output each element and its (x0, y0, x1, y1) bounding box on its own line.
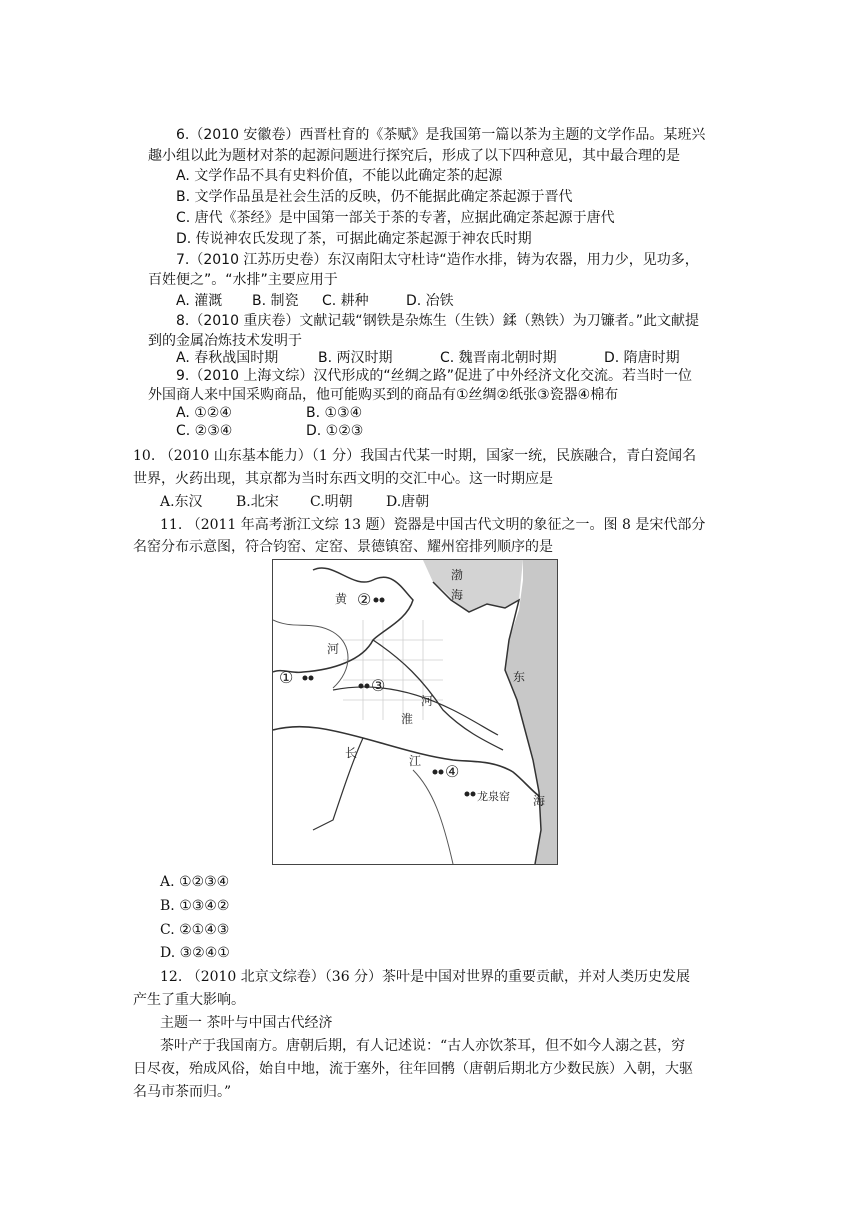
map-label-chang: 长 (345, 746, 358, 760)
q9-option-a: A. ①②④ (176, 405, 232, 421)
q11-option-d: D. ③②④① (160, 945, 230, 961)
map-label-hai-right: 海 (533, 794, 546, 808)
q6-option-b: B. 文学作品虽是社会生活的反映，仍不能据此确定茶起源于晋代 (176, 189, 573, 205)
q7-option-a: A. 灌溉 (176, 293, 223, 309)
song-kilns-map (272, 559, 558, 865)
map-label-huai: 淮 (401, 712, 414, 726)
q10-stem-line1: 10. （2010 山东基本能力）（1 分）我国古代某一时期，国家一统，民族融合，青白瓷闻名 (133, 448, 697, 464)
q8-option-c: C. 魏晋南北朝时期 (440, 350, 557, 366)
q11-stem-line1: 11. （2011 年高考浙江文综 13 题）瓷器是中国古代文明的象征之一。图 8 是宋代部分 (160, 517, 706, 533)
q7-stem-line2: 百姓便之”。“水排”主要应用于 (148, 272, 338, 288)
q9-option-b: B. ①③④ (306, 405, 363, 421)
q8-stem-line1: 8.（2010 重庆卷）文献记载“钢铁是杂炼生（生铁）鍒（熟铁）为刀镰者。”此文献提 (176, 313, 699, 329)
q12-stem-line2: 产生了重大影响。 (133, 992, 245, 1008)
q8-option-a: A. 春秋战国时期 (176, 350, 279, 366)
q10-stem-line2: 世界，火药出现，其京都为当时东西文明的交汇中心。这一时期应是 (133, 471, 553, 487)
q9-stem-line1: 9.（2010 上海文综）汉代形成的“丝绸之路”促进了中外经济文化交流。若当时一位 (176, 368, 692, 384)
kiln-marker-2: ② (357, 590, 372, 609)
q7-stem-line1: 7.（2010 江苏历史卷）东汉南阳太守杜诗“造作水排，铸为农器，用力少，见功多， (176, 252, 699, 268)
q12-passage-line3: 名马市茶而归。” (133, 1084, 232, 1100)
map-label-he-yellow: 河 (327, 642, 340, 656)
map-label-jiang: 江 (409, 754, 422, 768)
q10-option-b: B.北宋 (236, 494, 279, 510)
q11-option-b: B. ①③④② (160, 898, 230, 914)
map-label-bo: 渤 (451, 568, 464, 582)
kiln-marker-3: ③ (371, 676, 386, 695)
map-label-dong: 东 (513, 670, 526, 684)
q8-stem-line2: 到的金属冶炼技术发明于 (148, 333, 302, 349)
map-label-longquan: 龙泉窑 (477, 790, 510, 803)
q12-passage-line2: 日尽夜，殆成风俗，始自中地，流于塞外，往年回鹘（唐朝后期北方少数民族）入朝，大驱 (133, 1061, 693, 1077)
q10-option-d: D.唐朝 (386, 494, 430, 510)
kiln-marker-1: ① (279, 668, 294, 687)
q6-option-d: D. 传说神农氏发现了茶，可据此确定茶起源于神农氏时期 (176, 231, 532, 247)
q7-option-b: B. 制瓷 (252, 293, 299, 309)
q9-option-d: D. ①②③ (306, 423, 364, 439)
map-label-huang: 黄 (335, 592, 348, 606)
q11-option-c: C. ②①④③ (160, 922, 230, 938)
q7-option-c: C. 耕种 (322, 293, 369, 309)
q8-option-b: B. 两汉时期 (318, 350, 393, 366)
q6-stem-line2: 趣小组以此为题材对茶的起源问题进行探究后，形成了以下四种意见，其中最合理的是 (148, 148, 680, 164)
map-label-hai-top: 海 (451, 588, 464, 602)
kiln-marker-4: ④ (445, 762, 460, 781)
q10-option-a: A.东汉 (160, 494, 203, 510)
q6-option-a: A. 文学作品不具有史料价值，不能以此确定茶的起源 (176, 168, 503, 184)
q11-stem-line2: 名窑分布示意图，符合钧窑、定窑、景德镇窑、耀州窑排列顺序的是 (133, 539, 553, 555)
q10-option-c: C.明朝 (310, 494, 353, 510)
map-label-he-huai: 河 (421, 694, 434, 708)
map-drawing (273, 560, 557, 864)
q12-topic-heading: 主题一 茶叶与中国古代经济 (160, 1015, 333, 1031)
q11-option-a: A. ①②③④ (160, 874, 230, 890)
q7-option-d: D. 冶铁 (406, 293, 454, 309)
q8-option-d: D. 隋唐时期 (604, 350, 680, 366)
q9-option-c: C. ②③④ (176, 423, 233, 439)
q6-stem-line1: 6.（2010 安徽卷）西晋杜育的《茶赋》是我国第一篇以茶为主题的文学作品。某班兴 (176, 127, 706, 143)
q12-stem-line1: 12. （2010 北京文综卷）（36 分）茶叶是中国对世界的重要贡献，并对人类历史发展 (160, 969, 691, 985)
q12-passage-line1: 茶叶产于我国南方。唐朝后期，有人记述说：“古人亦饮茶耳，但不如今人溺之甚，穷 (160, 1038, 686, 1054)
q9-stem-line2: 外国商人来中国采购商品，他可能购买到的商品有①丝绸②纸张③瓷器④棉布 (148, 387, 619, 403)
q6-option-c: C. 唐代《茶经》是中国第一部关于茶的专著，应据此确定茶起源于唐代 (176, 210, 615, 226)
